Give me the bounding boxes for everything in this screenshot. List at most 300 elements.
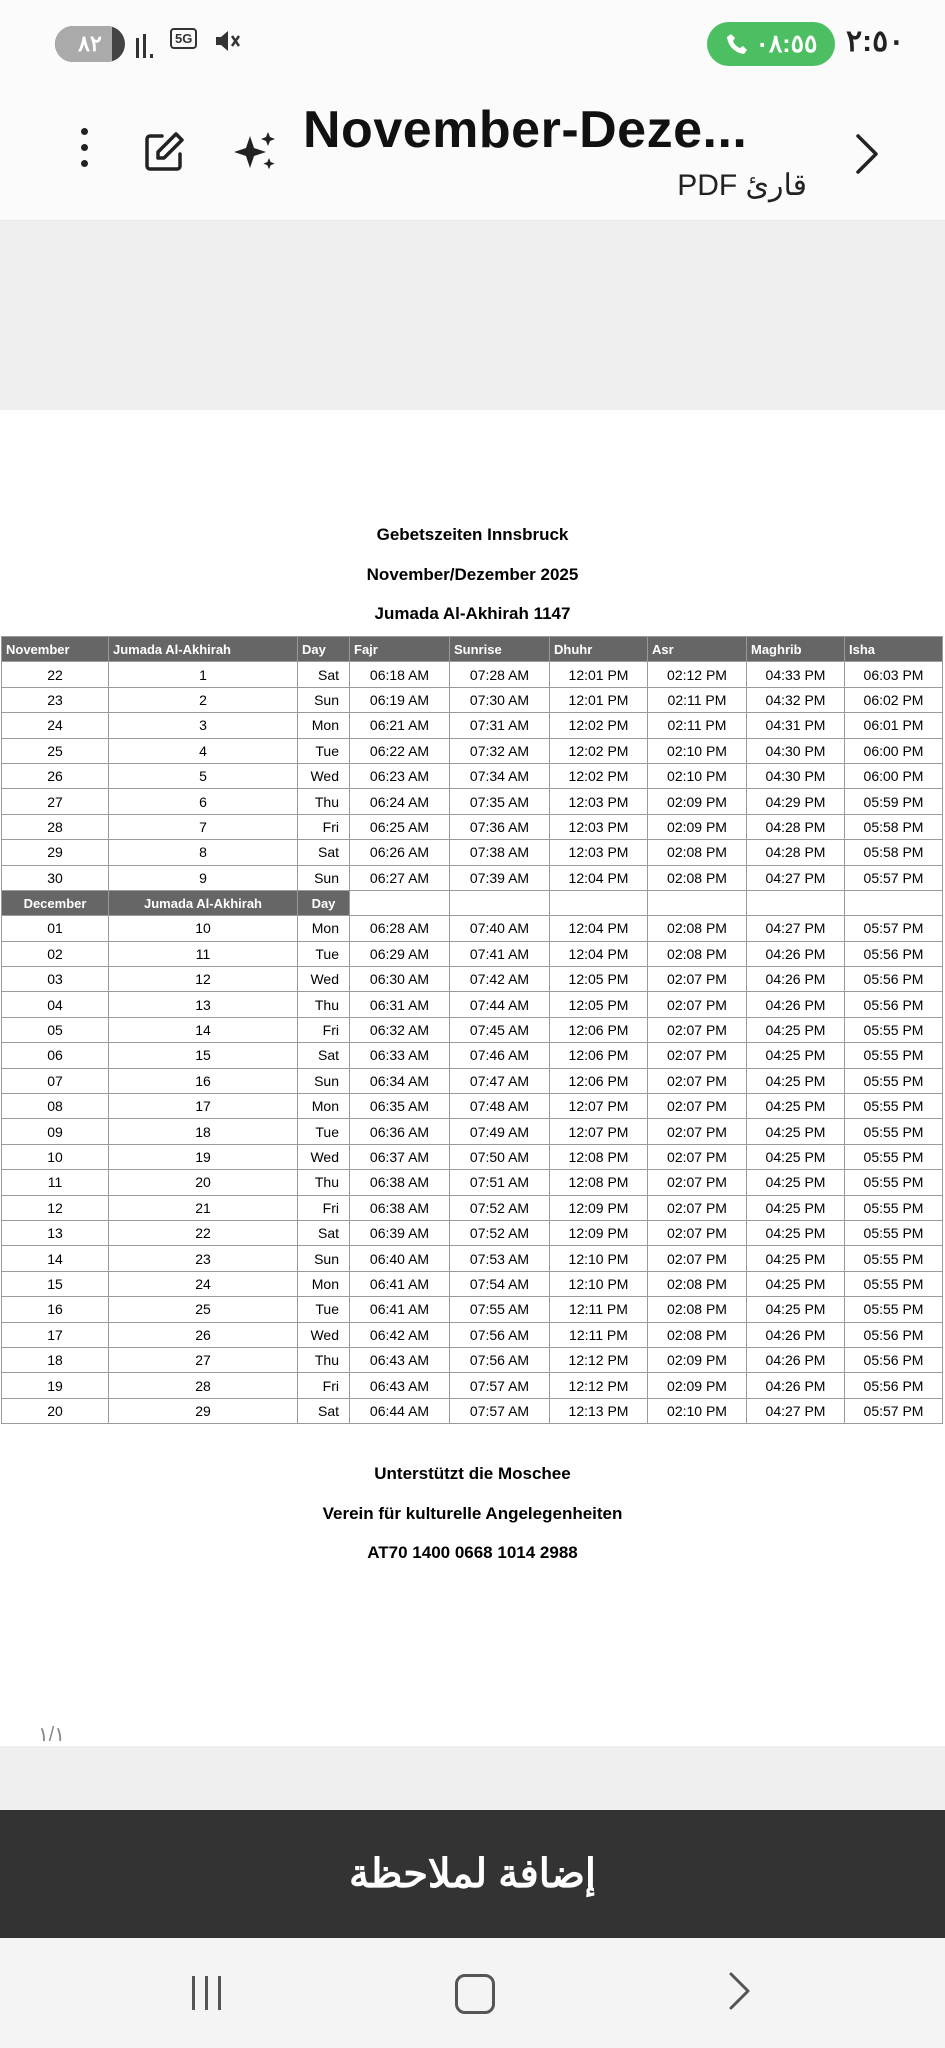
table-cell: 02:07 PM (648, 1068, 747, 1093)
call-timer-text: ٠٨:٥٥ (755, 30, 818, 58)
table-cell: 12:11 PM (550, 1297, 648, 1322)
table-row (2, 1297, 943, 1322)
table-cell: 06:03 PM (845, 662, 943, 687)
table-cell: 29 (2, 840, 109, 865)
table-cell: Sun (298, 1068, 350, 1093)
table-cell: 06:36 AM (350, 1119, 450, 1144)
table-cell: Thu (298, 1170, 350, 1195)
table-cell: 05:58 PM (845, 840, 943, 865)
table-cell: 23 (2, 687, 109, 712)
table-cell: 04:25 PM (747, 1297, 845, 1322)
table-cell: 3 (109, 713, 298, 738)
table-cell: 05:57 PM (845, 865, 943, 890)
header-cell: Sunrise (450, 637, 550, 662)
table-cell: 07:31 AM (450, 713, 550, 738)
table-cell: 05:55 PM (845, 1246, 943, 1271)
table-cell: 05:55 PM (845, 1144, 943, 1169)
phone-icon (725, 32, 749, 56)
table-cell: 06:00 PM (845, 738, 943, 763)
table-cell: 12:06 PM (550, 1017, 648, 1042)
table-cell: 21 (109, 1195, 298, 1220)
table-row (2, 662, 943, 687)
table-cell: 02:07 PM (648, 1017, 747, 1042)
table-cell: 02:07 PM (648, 1144, 747, 1169)
table-cell: Thu (298, 789, 350, 814)
table-cell: 07:42 AM (450, 967, 550, 992)
table-cell: 07:48 AM (450, 1094, 550, 1119)
network-type-badge: 5G (170, 28, 197, 49)
table-cell: 06:21 AM (350, 713, 450, 738)
table-cell: 28 (109, 1373, 298, 1398)
table-cell: 06:00 PM (845, 763, 943, 788)
chevron-right-icon[interactable] (846, 128, 886, 180)
table-cell: 12:05 PM (550, 992, 648, 1017)
table-cell: 04:26 PM (747, 1322, 845, 1347)
table-cell: 06:25 AM (350, 814, 450, 839)
table-cell: 06:40 AM (350, 1246, 450, 1271)
table-row (2, 789, 943, 814)
table-row (2, 763, 943, 788)
header-cell: Maghrib (747, 637, 845, 662)
table-cell: 19 (109, 1144, 298, 1169)
table-cell: 04:25 PM (747, 1246, 845, 1271)
table-cell: 04:26 PM (747, 941, 845, 966)
table-cell: 05:56 PM (845, 1322, 943, 1347)
table-cell: 04:26 PM (747, 1373, 845, 1398)
table-cell: 12:07 PM (550, 1119, 648, 1144)
table-cell: 06:02 PM (845, 687, 943, 712)
signal-icon (134, 30, 164, 64)
table-row (2, 687, 943, 712)
table-cell: 02:08 PM (648, 1271, 747, 1296)
table-cell: 07:35 AM (450, 789, 550, 814)
december-rows (2, 916, 943, 1424)
table-cell: 10 (2, 1144, 109, 1169)
table-cell: 06 (2, 1043, 109, 1068)
table-cell: 04:29 PM (747, 789, 845, 814)
table-cell: 22 (109, 1220, 298, 1245)
table-cell: 18 (109, 1119, 298, 1144)
table-row (2, 1398, 943, 1423)
table-cell: 17 (2, 1322, 109, 1347)
table-cell: 06:30 AM (350, 967, 450, 992)
table-cell: 07:57 AM (450, 1373, 550, 1398)
table-cell: 07:52 AM (450, 1195, 550, 1220)
header-cell: Jumada Al-Akhirah (109, 890, 298, 915)
table-cell: 26 (2, 763, 109, 788)
table-row (2, 1144, 943, 1169)
table-cell: 04:25 PM (747, 1094, 845, 1119)
table-cell: 05:59 PM (845, 789, 943, 814)
table-cell: 11 (2, 1170, 109, 1195)
table-cell: 07:50 AM (450, 1144, 550, 1169)
table-cell: 05:57 PM (845, 1398, 943, 1423)
battery-indicator (55, 26, 125, 62)
table-header-row (2, 637, 943, 662)
table-cell: 18 (2, 1347, 109, 1372)
table-cell: 13 (109, 992, 298, 1017)
table-cell: 02:12 PM (648, 662, 747, 687)
table-cell: 20 (2, 1398, 109, 1423)
more-options-icon[interactable] (72, 128, 96, 176)
header-cell: Asr (648, 637, 747, 662)
table-row (2, 1170, 943, 1195)
clock: ٢:٥٠ (846, 25, 905, 58)
table-cell: 05:55 PM (845, 1043, 943, 1068)
table-cell: 03 (2, 967, 109, 992)
table-cell: 27 (2, 789, 109, 814)
status-bar (0, 0, 945, 88)
table-cell: 04:28 PM (747, 814, 845, 839)
table-cell: 12:09 PM (550, 1195, 648, 1220)
table-cell: Wed (298, 1144, 350, 1169)
table-cell: 04:27 PM (747, 1398, 845, 1423)
table-cell: 12:10 PM (550, 1271, 648, 1296)
table-cell: 07:55 AM (450, 1297, 550, 1322)
table-cell: 06:44 AM (350, 1398, 450, 1423)
heading-months: November/Dezember 2025 (366, 565, 579, 584)
table-cell: 24 (109, 1271, 298, 1296)
table-cell: 01 (2, 916, 109, 941)
table-cell: 02:09 PM (648, 789, 747, 814)
header-cell: December (2, 890, 109, 915)
table-cell: 02:09 PM (648, 1347, 747, 1372)
table-cell: 09 (2, 1119, 109, 1144)
table-cell: 02:07 PM (648, 1170, 747, 1195)
table-cell: 12:03 PM (550, 789, 648, 814)
table-cell: 04:25 PM (747, 1170, 845, 1195)
table-cell: 07:54 AM (450, 1271, 550, 1296)
table-cell: 07:46 AM (450, 1043, 550, 1068)
table-cell: Wed (298, 763, 350, 788)
table-cell: 16 (2, 1297, 109, 1322)
table-cell: Tue (298, 1119, 350, 1144)
back-icon[interactable] (725, 1968, 755, 2014)
table-cell: Tue (298, 1297, 350, 1322)
december-header (2, 890, 943, 915)
table-cell: 12:08 PM (550, 1170, 648, 1195)
table-cell: 07:56 AM (450, 1322, 550, 1347)
table-cell: 04:30 PM (747, 738, 845, 763)
table-cell: 17 (109, 1094, 298, 1119)
table-cell: 12:12 PM (550, 1373, 648, 1398)
table-cell: 05:55 PM (845, 1170, 943, 1195)
table-cell: Sat (298, 1220, 350, 1245)
table-cell: 12:03 PM (550, 840, 648, 865)
table-cell: 02 (2, 941, 109, 966)
footer-support: Unterstützt die Moschee (374, 1464, 571, 1483)
table-row (2, 1220, 943, 1245)
table-cell: 04:32 PM (747, 687, 845, 712)
table-cell: 06:41 AM (350, 1297, 450, 1322)
header-cell: Isha (845, 637, 943, 662)
app-toolbar (0, 88, 945, 221)
table-cell: 12:06 PM (550, 1068, 648, 1093)
table-cell: Sun (298, 865, 350, 890)
table-cell: 04:27 PM (747, 865, 845, 890)
table-cell: 06:43 AM (350, 1373, 450, 1398)
table-row (2, 1017, 943, 1042)
table-cell: 02:11 PM (648, 687, 747, 712)
table-row (2, 1373, 943, 1398)
table-cell: 06:23 AM (350, 763, 450, 788)
table-cell: Mon (298, 1094, 350, 1119)
table-cell: 05 (2, 1017, 109, 1042)
table-cell: 07:41 AM (450, 941, 550, 966)
table-cell: 02:07 PM (648, 1220, 747, 1245)
table-row (2, 814, 943, 839)
table-cell: 07:39 AM (450, 865, 550, 890)
table-cell: 07:49 AM (450, 1119, 550, 1144)
add-to-note-button[interactable]: إضافة لملاحظة (0, 1810, 945, 1938)
table-cell: 7 (109, 814, 298, 839)
heading-hijri: Jumada Al-Akhirah 1147 (374, 604, 571, 623)
table-cell: 06:34 AM (350, 1068, 450, 1093)
table-cell: 06:31 AM (350, 992, 450, 1017)
table-cell: 12:12 PM (550, 1347, 648, 1372)
table-cell: 12:09 PM (550, 1220, 648, 1245)
table-cell: 04 (2, 992, 109, 1017)
table-row (2, 1068, 943, 1093)
ai-sparkle-icon[interactable] (232, 128, 280, 176)
table-cell: Mon (298, 916, 350, 941)
table-cell: 04:25 PM (747, 1068, 845, 1093)
table-cell: 12:05 PM (550, 967, 648, 992)
table-cell: 10 (109, 916, 298, 941)
table-cell: Fri (298, 814, 350, 839)
table-cell: 08 (2, 1094, 109, 1119)
table-cell: 05:56 PM (845, 1373, 943, 1398)
table-row (2, 1271, 943, 1296)
table-row (2, 865, 943, 890)
table-cell: Sat (298, 1043, 350, 1068)
table-cell: 06:33 AM (350, 1043, 450, 1068)
table-cell: 05:55 PM (845, 1068, 943, 1093)
table-row (2, 738, 943, 763)
table-cell: 07:40 AM (450, 916, 550, 941)
table-cell: 02:07 PM (648, 1094, 747, 1119)
table-cell: 25 (2, 738, 109, 763)
table-cell: 9 (109, 865, 298, 890)
table-row (2, 1322, 943, 1347)
table-cell: Fri (298, 1017, 350, 1042)
table-cell: 04:25 PM (747, 1195, 845, 1220)
table-cell: Fri (298, 1195, 350, 1220)
table-cell: 23 (109, 1246, 298, 1271)
table-cell: 04:25 PM (747, 1043, 845, 1068)
table-cell: 19 (2, 1373, 109, 1398)
table-row (2, 916, 943, 941)
table-cell: Tue (298, 738, 350, 763)
table-cell: 02:10 PM (648, 738, 747, 763)
table-row (2, 1119, 943, 1144)
table-cell: 12:02 PM (550, 763, 648, 788)
table-cell: 30 (2, 865, 109, 890)
table-cell: 02:07 PM (648, 967, 747, 992)
table-cell: 06:28 AM (350, 916, 450, 941)
footer-association: Verein für kulturelle Angelegenheiten (322, 1504, 623, 1523)
table-row (2, 1094, 943, 1119)
table-cell: 02:08 PM (648, 916, 747, 941)
table-cell: 5 (109, 763, 298, 788)
table-cell: 12:04 PM (550, 941, 648, 966)
table-cell: Fri (298, 1373, 350, 1398)
table-cell: 05:56 PM (845, 992, 943, 1017)
document-title: November-Deze... (303, 101, 748, 159)
table-cell: 04:26 PM (747, 1347, 845, 1372)
heading-city: Gebetszeiten Innsbruck (376, 525, 569, 544)
table-cell: 14 (109, 1017, 298, 1042)
table-cell: Tue (298, 941, 350, 966)
table-cell: 06:26 AM (350, 840, 450, 865)
table-cell: 12:01 PM (550, 662, 648, 687)
table-cell: Wed (298, 967, 350, 992)
header-cell: Dhuhr (550, 637, 648, 662)
table-cell: 02:09 PM (648, 814, 747, 839)
table-row (2, 713, 943, 738)
table-cell: Sun (298, 687, 350, 712)
table-cell: 07 (2, 1068, 109, 1093)
table-cell: 24 (2, 713, 109, 738)
table-cell: 06:24 AM (350, 789, 450, 814)
table-cell: 06:41 AM (350, 1271, 450, 1296)
table-cell: 02:10 PM (648, 1398, 747, 1423)
table-cell: 02:08 PM (648, 1297, 747, 1322)
table-cell: 8 (109, 840, 298, 865)
table-cell: 02:11 PM (648, 713, 747, 738)
call-timer-pill[interactable] (707, 22, 835, 66)
table-cell: 02:08 PM (648, 1322, 747, 1347)
table-cell: 06:01 PM (845, 713, 943, 738)
table-cell: 07:56 AM (450, 1347, 550, 1372)
table-row (2, 1043, 943, 1068)
table-cell: 02:07 PM (648, 1246, 747, 1271)
battery-percent: ٨٢ (78, 31, 102, 56)
december-header-row (2, 890, 943, 915)
table-row (2, 1195, 943, 1220)
table-cell: 26 (109, 1322, 298, 1347)
table-cell: 12:01 PM (550, 687, 648, 712)
header-cell: Jumada Al-Akhirah (109, 637, 298, 662)
table-cell: 05:55 PM (845, 1017, 943, 1042)
table-cell: 05:55 PM (845, 1119, 943, 1144)
november-rows (2, 662, 943, 891)
table-cell: 12:10 PM (550, 1246, 648, 1271)
mute-icon (212, 26, 242, 64)
table-cell: Thu (298, 1347, 350, 1372)
prayer-times-table (1, 636, 943, 1424)
table-cell: 06:38 AM (350, 1170, 450, 1195)
table-row (2, 992, 943, 1017)
home-icon[interactable] (455, 1974, 495, 2014)
table-cell: 05:55 PM (845, 1297, 943, 1322)
table-cell: Mon (298, 1271, 350, 1296)
table-cell: 05:55 PM (845, 1220, 943, 1245)
system-nav-bar (0, 1938, 945, 2048)
table-cell: 02:07 PM (648, 992, 747, 1017)
table-cell: 07:57 AM (450, 1398, 550, 1423)
table-cell: 05:56 PM (845, 1347, 943, 1372)
table-cell: 14 (2, 1246, 109, 1271)
table-cell: 06:22 AM (350, 738, 450, 763)
table-cell: 12:08 PM (550, 1144, 648, 1169)
table-cell: 12:03 PM (550, 814, 648, 839)
table-cell: 04:30 PM (747, 763, 845, 788)
table-cell: 2 (109, 687, 298, 712)
table-cell: 29 (109, 1398, 298, 1423)
table-cell: 04:31 PM (747, 713, 845, 738)
table-cell: 04:25 PM (747, 1220, 845, 1245)
table-cell: 06:29 AM (350, 941, 450, 966)
header-cell: Day (298, 890, 350, 915)
recent-apps-icon[interactable] (192, 1976, 232, 2010)
table-cell: 07:51 AM (450, 1170, 550, 1195)
table-cell: 4 (109, 738, 298, 763)
table-cell: 1 (109, 662, 298, 687)
table-cell: 16 (109, 1068, 298, 1093)
table-cell: 13 (2, 1220, 109, 1245)
table-row (2, 1347, 943, 1372)
table-cell: 02:08 PM (648, 941, 747, 966)
table-cell: 06:27 AM (350, 865, 450, 890)
table-cell: 04:26 PM (747, 967, 845, 992)
table-cell: 07:34 AM (450, 763, 550, 788)
table-cell: 06:19 AM (350, 687, 450, 712)
table-row (2, 941, 943, 966)
table-cell: 07:44 AM (450, 992, 550, 1017)
app-subtitle: قارئ PDF (677, 169, 807, 202)
table-cell: 11 (109, 941, 298, 966)
table-cell: 12:13 PM (550, 1398, 648, 1423)
pdf-page[interactable] (0, 410, 945, 1746)
table-cell: 07:32 AM (450, 738, 550, 763)
table-cell: Sat (298, 662, 350, 687)
table-cell: Sat (298, 1398, 350, 1423)
viewer-background-top (0, 221, 945, 410)
table-cell: 05:55 PM (845, 1271, 943, 1296)
table-cell: 22 (2, 662, 109, 687)
table-cell: 06:35 AM (350, 1094, 450, 1119)
table-cell: 04:25 PM (747, 1017, 845, 1042)
viewer-background-bottom (0, 1746, 945, 1810)
table-cell: 02:07 PM (648, 1043, 747, 1068)
table-cell: 02:09 PM (648, 1373, 747, 1398)
header-cell: Day (298, 637, 350, 662)
table-cell: 02:07 PM (648, 1195, 747, 1220)
table-cell: 06:38 AM (350, 1195, 450, 1220)
edit-icon[interactable] (140, 128, 188, 176)
table-cell: 05:57 PM (845, 916, 943, 941)
table-cell: 6 (109, 789, 298, 814)
table-row (2, 1246, 943, 1271)
table-cell: 02:07 PM (648, 1119, 747, 1144)
table-cell: 12:04 PM (550, 916, 648, 941)
table-cell: 06:18 AM (350, 662, 450, 687)
header-cell: November (2, 637, 109, 662)
table-cell: 06:39 AM (350, 1220, 450, 1245)
table-cell: 12:11 PM (550, 1322, 648, 1347)
table-cell: 04:28 PM (747, 840, 845, 865)
table-cell: 12 (109, 967, 298, 992)
table-cell: 02:10 PM (648, 763, 747, 788)
table-cell: 15 (109, 1043, 298, 1068)
table-cell: 07:45 AM (450, 1017, 550, 1042)
table-cell: 02:08 PM (648, 865, 747, 890)
table-cell: 12:02 PM (550, 713, 648, 738)
table-cell: 12:07 PM (550, 1094, 648, 1119)
table-cell: 07:38 AM (450, 840, 550, 865)
table-cell: 04:27 PM (747, 916, 845, 941)
